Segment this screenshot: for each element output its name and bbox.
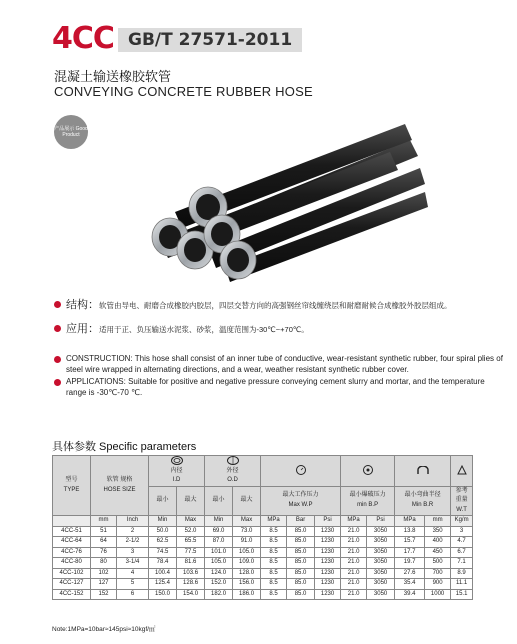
bullets-en xyxy=(54,354,504,400)
spec-cell: 152.0 xyxy=(205,579,233,590)
model-cell: 4CC-127 xyxy=(53,579,91,590)
bullet-label: 应用： xyxy=(66,322,99,335)
hose-product-image xyxy=(120,112,430,287)
table-header-icons xyxy=(53,456,473,487)
burst-pressure-icon xyxy=(363,465,373,475)
bullet-label: 结构： xyxy=(66,298,99,311)
spec-cell: 103.6 xyxy=(177,568,205,579)
header-od-cn: 外径 xyxy=(226,467,239,474)
spec-cell: 81.6 xyxy=(177,558,205,569)
model-cell: 4CC-76 xyxy=(53,547,91,558)
table-units-row xyxy=(53,516,473,527)
spec-cell: 1230 xyxy=(315,568,341,579)
unit-cell: Kg/m xyxy=(451,516,473,527)
spec-cell: 21.0 xyxy=(341,537,367,548)
spec-cell: 1230 xyxy=(315,547,341,558)
spec-cell: 21.0 xyxy=(341,526,367,537)
header-type-en: TYPE xyxy=(63,486,80,493)
spec-cell: 39.4 xyxy=(395,589,425,600)
table-row xyxy=(53,568,473,579)
spec-cell: 2 xyxy=(117,526,149,537)
spec-cell: 8.9 xyxy=(451,568,473,579)
table-row xyxy=(53,547,473,558)
header-wp-en: Max W.P xyxy=(288,501,313,508)
model-cell: 4CC-51 xyxy=(53,526,91,537)
page-title-en: CONVEYING CONCRETE RUBBER HOSE xyxy=(54,84,313,99)
header-id-cn: 内径 xyxy=(170,467,183,474)
unit-blank xyxy=(53,516,91,527)
spec-cell: 3050 xyxy=(367,526,395,537)
spec-cell: 21.0 xyxy=(341,568,367,579)
bullet-construction-en xyxy=(54,354,504,375)
header-wp-icon-cell xyxy=(261,456,341,487)
table-row xyxy=(53,589,473,600)
spec-cell: 350 xyxy=(425,526,451,537)
header-br xyxy=(395,486,451,516)
header-wt xyxy=(451,486,473,516)
spec-cell: 85.0 xyxy=(287,579,315,590)
spec-cell: 3 xyxy=(117,547,149,558)
spec-cell: 77.5 xyxy=(177,547,205,558)
spec-cell: 900 xyxy=(425,579,451,590)
spec-cell: 21.0 xyxy=(341,589,367,600)
header-id-en: I.D xyxy=(172,477,181,484)
inner-diameter-icon xyxy=(171,456,183,465)
header-id xyxy=(149,456,205,487)
spec-cell: 5 xyxy=(117,579,149,590)
header-type-cn: 型号 xyxy=(65,477,78,484)
spec-cell: 8.5 xyxy=(261,579,287,590)
spec-cell: 3-1/4 xyxy=(117,558,149,569)
bend-radius-icon xyxy=(417,466,429,475)
header xyxy=(52,21,492,56)
bullet-application-en xyxy=(54,377,504,398)
spec-cell: 69.0 xyxy=(205,526,233,537)
header-size-en: HOSE SIZE xyxy=(103,486,136,493)
bullet-construction-cn xyxy=(54,298,504,312)
model-cell: 4CC-152 xyxy=(53,589,91,600)
spec-cell: 1230 xyxy=(315,579,341,590)
spec-cell: 50.0 xyxy=(149,526,177,537)
spec-cell: 51 xyxy=(91,526,117,537)
spec-cell: 8.5 xyxy=(261,547,287,558)
spec-cell: 6.7 xyxy=(451,547,473,558)
unit-cell: MPa xyxy=(395,516,425,527)
pressure-gauge-icon xyxy=(296,465,306,475)
header-br-cn: 最小弯曲半径 xyxy=(404,492,441,499)
spec-cell: 73.0 xyxy=(233,526,261,537)
table-row xyxy=(53,537,473,548)
spec-cell: 8.5 xyxy=(261,526,287,537)
header-wp-cn: 最大工作压力 xyxy=(282,492,319,499)
bullet-application-cn xyxy=(54,322,504,336)
spec-cell: 85.0 xyxy=(287,558,315,569)
spec-cell: 154.0 xyxy=(177,589,205,600)
header-wt-icon-cell xyxy=(451,456,473,487)
spec-cell: 128.0 xyxy=(233,568,261,579)
table-row xyxy=(53,579,473,590)
spec-cell: 102 xyxy=(91,568,117,579)
page-title-cn: 混凝土输送橡胶软管 xyxy=(54,70,172,85)
spec-cell: 17.7 xyxy=(395,547,425,558)
unit-cell: Max xyxy=(177,516,205,527)
unit-cell: Bar xyxy=(287,516,315,527)
header-bp-cn: 最小爆破压力 xyxy=(349,492,386,499)
unit-cell: Max xyxy=(233,516,261,527)
unit-cell: MPa xyxy=(341,516,367,527)
header-id-min: 最小 xyxy=(149,486,177,516)
spec-cell: 78.4 xyxy=(149,558,177,569)
spec-cell: 21.0 xyxy=(341,579,367,590)
spec-cell: 85.0 xyxy=(287,589,315,600)
header-wp xyxy=(261,486,341,516)
header-bp xyxy=(341,486,395,516)
spec-cell: 3 xyxy=(451,526,473,537)
spec-cell: 85.0 xyxy=(287,547,315,558)
spec-cell: 62.5 xyxy=(149,537,177,548)
spec-cell: 80 xyxy=(91,558,117,569)
spec-cell: 15.1 xyxy=(451,589,473,600)
bullets-cn xyxy=(54,298,504,346)
spec-cell: 19.7 xyxy=(395,558,425,569)
spec-cell: 105.0 xyxy=(233,547,261,558)
spec-cell: 152 xyxy=(91,589,117,600)
spec-cell: 100.4 xyxy=(149,568,177,579)
spec-cell: 6 xyxy=(117,589,149,600)
spec-cell: 500 xyxy=(425,558,451,569)
spec-cell: 4 xyxy=(117,568,149,579)
spec-cell: 7.1 xyxy=(451,558,473,569)
unit-cell: mm xyxy=(425,516,451,527)
product-stamp: 产品展示 Good Product xyxy=(54,115,88,149)
header-od-max: 最大 xyxy=(233,486,261,516)
brand-logo: 4CC xyxy=(52,21,114,56)
header-hose-size xyxy=(91,456,149,516)
header-size-cn: 软管 规格 xyxy=(106,477,133,484)
spec-cell: 450 xyxy=(425,547,451,558)
spec-cell: 3050 xyxy=(367,537,395,548)
spec-cell: 21.0 xyxy=(341,558,367,569)
spec-cell: 101.0 xyxy=(205,547,233,558)
spec-cell: 700 xyxy=(425,568,451,579)
spec-cell: 3050 xyxy=(367,547,395,558)
spec-cell: 87.0 xyxy=(205,537,233,548)
header-od-min: 最小 xyxy=(205,486,233,516)
model-cell: 4CC-102 xyxy=(53,568,91,579)
bullet-text: 软管由导电、耐磨合成橡胶内胶层，四层交替方向的高强钢丝帘线缠绕层和耐磨耐候合成橡胶外胶层组成。 xyxy=(99,301,452,310)
spec-cell: 182.0 xyxy=(205,589,233,600)
header-type xyxy=(53,456,91,516)
spec-cell: 1230 xyxy=(315,537,341,548)
unit-cell: mm xyxy=(91,516,117,527)
spec-cell: 3050 xyxy=(367,558,395,569)
spec-cell: 1230 xyxy=(315,526,341,537)
spec-cell: 85.0 xyxy=(287,526,315,537)
spec-cell: 21.0 xyxy=(341,547,367,558)
table-body xyxy=(53,526,473,600)
spec-cell: 105.0 xyxy=(205,558,233,569)
spec-cell: 1230 xyxy=(315,558,341,569)
unit-cell: Psi xyxy=(367,516,395,527)
params-title: 具体参数 Specific parameters xyxy=(52,441,197,453)
spec-cell: 124.0 xyxy=(205,568,233,579)
spec-cell: 156.0 xyxy=(233,579,261,590)
header-br-en: Min B.R xyxy=(411,501,434,508)
model-cell: 4CC-80 xyxy=(53,558,91,569)
header-wt-en: W.T xyxy=(456,506,467,513)
header-bp-icon-cell xyxy=(341,456,395,487)
spec-cell: 35.4 xyxy=(395,579,425,590)
spec-cell: 3050 xyxy=(367,568,395,579)
unit-cell: Min xyxy=(205,516,233,527)
spec-cell: 85.0 xyxy=(287,537,315,548)
bullet-dot xyxy=(54,325,61,332)
unit-cell: MPa xyxy=(261,516,287,527)
spec-cell: 8.5 xyxy=(261,589,287,600)
spec-cell: 8.5 xyxy=(261,558,287,569)
outer-diameter-icon xyxy=(227,456,239,465)
spec-cell: 64 xyxy=(91,537,117,548)
unit-cell: Psi xyxy=(315,516,341,527)
model-cell: 4CC-64 xyxy=(53,537,91,548)
header-od-en: O.D xyxy=(227,477,238,484)
weight-icon xyxy=(457,465,467,475)
standard-label: GB/T 27571-2011 xyxy=(118,28,302,52)
bullet-dot xyxy=(54,301,61,308)
spec-cell: 27.6 xyxy=(395,568,425,579)
spec-cell: 8.5 xyxy=(261,537,287,548)
header-br-icon-cell xyxy=(395,456,451,487)
spec-cell: 76 xyxy=(91,547,117,558)
spec-cell: 186.0 xyxy=(233,589,261,600)
spec-cell: 85.0 xyxy=(287,568,315,579)
header-id-max: 最大 xyxy=(177,486,205,516)
spec-cell: 128.6 xyxy=(177,579,205,590)
spec-cell: 150.0 xyxy=(149,589,177,600)
bullet-dot xyxy=(54,379,61,386)
unit-cell: Inch xyxy=(117,516,149,527)
unit-cell: Min xyxy=(149,516,177,527)
spec-cell: 52.0 xyxy=(177,526,205,537)
unit-note: Note:1MPa=10bar≈145psi≈10kgf/㎡ xyxy=(52,626,156,633)
header-bp-en: min B.P xyxy=(357,501,379,508)
header-wt-cn2: 重量 xyxy=(455,497,468,504)
header-od xyxy=(205,456,261,487)
spec-cell: 109.0 xyxy=(233,558,261,569)
bullet-text: APPLICATIONS: Suitable for positive and negative pressure conveying cement slurry and mortar, and the temperature range is -30℃-70 ℃. xyxy=(66,377,485,397)
spec-cell: 2-1/2 xyxy=(117,537,149,548)
spec-cell: 11.1 xyxy=(451,579,473,590)
spec-cell: 13.8 xyxy=(395,526,425,537)
bullet-text: CONSTRUCTION: This hose shall consist of an inner tube of conductive, wear-resistant synthetic rubber, four spiral plies of steel wire wrapped in alternating directions, and a wear, weather resistant synthetic rubber cover. xyxy=(66,354,503,374)
spec-cell: 1230 xyxy=(315,589,341,600)
table-row xyxy=(53,558,473,569)
spec-cell: 4.7 xyxy=(451,537,473,548)
spec-cell: 74.5 xyxy=(149,547,177,558)
header-wt-cn1: 参考 xyxy=(455,487,468,494)
spec-cell: 15.7 xyxy=(395,537,425,548)
spec-cell: 400 xyxy=(425,537,451,548)
bullet-text: 适用于正、负压输送水泥浆、砂浆，温度范围为-30℃~+70℃。 xyxy=(99,325,309,334)
spec-cell: 125.4 xyxy=(149,579,177,590)
spec-cell: 127 xyxy=(91,579,117,590)
spec-cell: 8.5 xyxy=(261,568,287,579)
spec-cell: 91.0 xyxy=(233,537,261,548)
spec-table xyxy=(52,455,473,600)
spec-cell: 65.5 xyxy=(177,537,205,548)
spec-cell: 3050 xyxy=(367,589,395,600)
bullet-dot xyxy=(54,356,61,363)
table-row xyxy=(53,526,473,537)
spec-cell: 1000 xyxy=(425,589,451,600)
spec-cell: 3050 xyxy=(367,579,395,590)
